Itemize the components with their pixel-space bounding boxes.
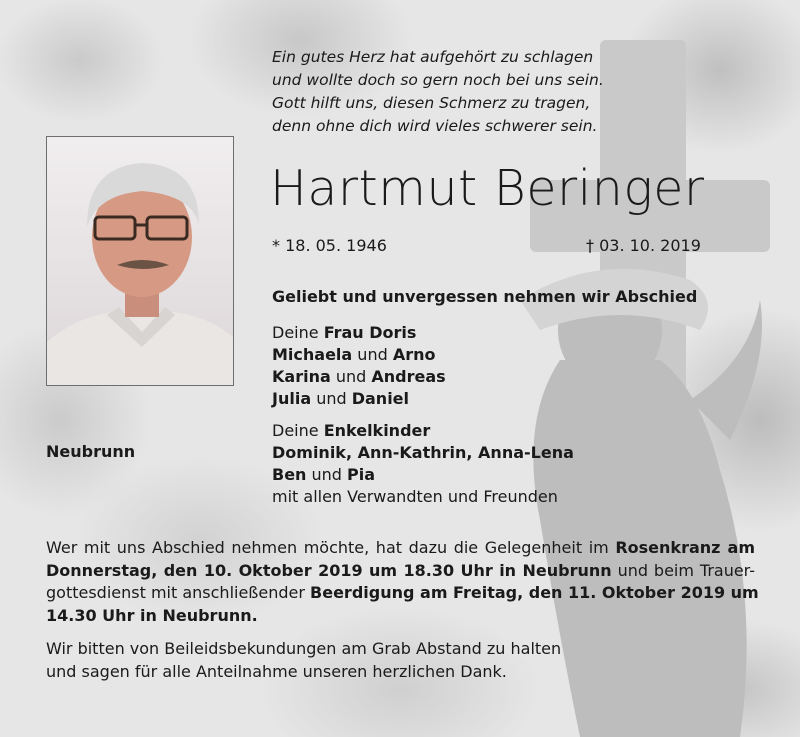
info-text: und beim Trauer- — [611, 560, 756, 580]
farewell-heading: Geliebt und unvergessen nehmen wir Abschied — [272, 287, 698, 306]
family-conjunction: und — [330, 367, 372, 386]
closing-line: und sagen für alle Anteilnahme unseren herzlichen Dank. — [46, 661, 507, 681]
info-line — [46, 605, 755, 628]
family-conjunction: und — [306, 465, 348, 484]
family-conjunction: und — [352, 345, 393, 364]
family-member: Karina — [272, 367, 331, 386]
grandchildren-list — [272, 420, 574, 508]
place-name: Neubrunn — [46, 442, 136, 461]
info-text: gottesdienst mit anschließender — [46, 583, 311, 602]
grandchildren-heading — [272, 420, 574, 442]
info-line — [46, 582, 759, 605]
info-text: Wer mit uns Abschied nehmen möchte, hat dazu die Gelegenheit im — [46, 538, 616, 557]
info-line — [46, 537, 755, 560]
service-info — [46, 537, 759, 627]
poem-line: Ein gutes Herz hat aufgehört zu schlagen — [272, 48, 594, 66]
family-line — [272, 366, 446, 388]
birth-date: * 18. 05. 1946 — [272, 236, 387, 255]
grandchildren-prefix: Deine — [272, 421, 324, 440]
grandchildren-label: Enkelkinder — [323, 421, 431, 440]
grandchildren-line — [272, 464, 574, 486]
closing-note — [46, 638, 561, 683]
portrait-shirt — [47, 311, 233, 385]
closing-line: Wir bitten von Beileidsbekundungen am Grab Abstand zu halten — [46, 639, 562, 658]
family-member: Daniel — [351, 389, 410, 408]
family-line — [272, 322, 446, 344]
info-bold: Rosenkranz am — [615, 538, 755, 557]
poem-line: Gott hilft uns, diesen Schmerz zu tragen, — [272, 94, 591, 112]
family-member: Ben — [272, 465, 307, 484]
death-date: † 03. 10. 2019 — [586, 236, 701, 255]
info-bold: Donnerstag, den 10. Oktober 2019 um 18.30 Uhr in Neubrunn — [46, 560, 612, 580]
info-line — [46, 560, 755, 583]
family-member: Frau Doris — [323, 323, 417, 342]
grandchildren-names: Dominik, Ann-Kathrin, Anna-Lena — [272, 443, 574, 462]
info-bold: Beerdigung am Freitag, den 11. Oktober 2019 um — [310, 583, 759, 602]
family-prefix: Deine — [272, 323, 324, 342]
family-member: Arno — [392, 345, 436, 364]
info-bold: 14.30 Uhr in Neubrunn. — [46, 605, 258, 625]
family-line — [272, 344, 446, 366]
poem-line: denn ohne dich wird vieles schwerer sein. — [272, 117, 598, 135]
family-member: Julia — [272, 389, 312, 408]
memorial-poem — [272, 46, 632, 138]
family-member: Andreas — [371, 367, 446, 386]
family-member: Pia — [347, 465, 376, 484]
deceased-name: Hartmut Beringer — [270, 160, 705, 217]
portrait-photo — [46, 136, 234, 386]
family-list — [272, 322, 446, 410]
poem-line: und wollte doch so gern noch bei uns sein. — [272, 71, 604, 89]
family-conjunction: und — [311, 389, 352, 408]
relatives-line: mit allen Verwandten und Freunden — [272, 487, 558, 506]
family-line — [272, 388, 446, 410]
family-member: Michaela — [272, 345, 353, 364]
